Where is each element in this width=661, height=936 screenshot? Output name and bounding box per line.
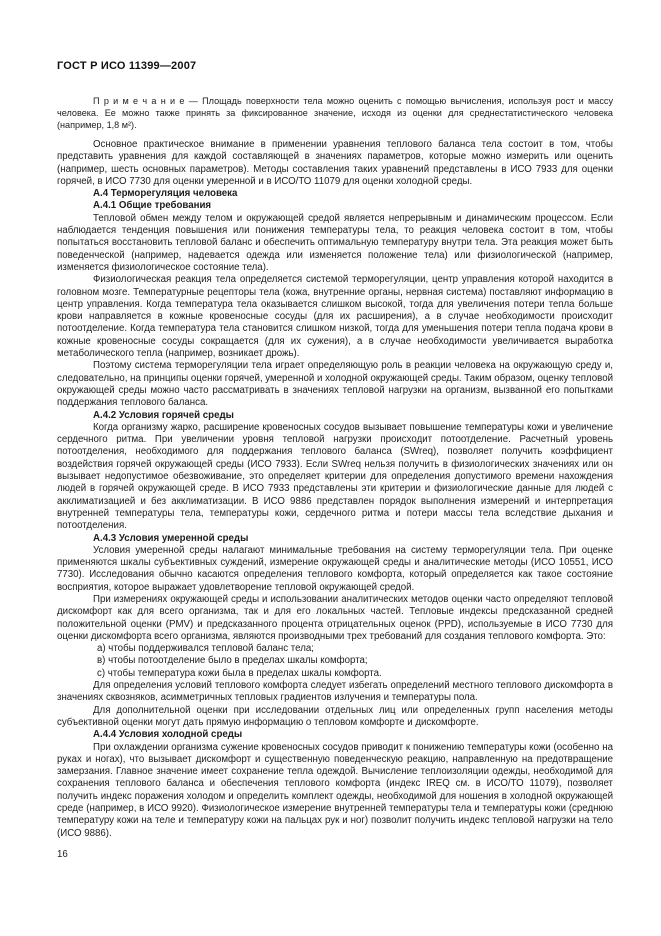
- paragraph: Основное практическое внимание в применении уравнения теплового баланса тела состоит в том, чтобы представить уравнения для каждой составляющей в значениях параметров, которые можно измерить или оценить (например, шесть основных параметров). Методы составления таких уравнений представлены в ИСО 7933 для оценки горячей, в ИСО 7730 для оценки умеренной и в ИСО/ТО 11079 для оценки холодной среды.: [57, 139, 613, 187]
- list-item: а) чтобы поддерживался тепловой баланс тела;: [97, 643, 314, 655]
- list-item: в) чтобы потоотделение было в пределах шкалы комфорта;: [97, 655, 368, 667]
- section-heading: А.4.1 Общие требования: [93, 200, 212, 212]
- paragraph: Для дополнительной оценки при исследовании отдельных лиц или определенных групп населения методы субъективной оценки могут дать прямую информацию о тепловом комфорте и дискомфорте.: [57, 704, 613, 728]
- paragraph: При охлаждении организма сужение кровеносных сосудов приводит к понижению температуры кожи (особенно на руках и ногах), что вызывает дискомфорт и существенную поведенческую реакцию, направленную на предотвращение замерзания. Главное значение имеет сохранение тепла одеждой. Вычисление теплоизоляции одежды, необходимой для сохранения теплового баланса и обеспечения теплового комфорта (индекс IREQ см. в ИСО/ТО 11079), позволяет получить индекс поражения холодом и определить комплект одежды, необходимой для ношения в холодной окружающей среде (например, в ИСО 9920). Физиологическое измерение внутренней температуры тела и температуры кожи (среднюю температуру кожи на теле и температуру кожи на пальцах рук и ног) позволит получить индекс тепловой нагрузки на тело (ИСО 9886).: [57, 741, 613, 839]
- paragraph: Физиологическая реакция тела определяется системой терморегуляции, центр управления которой находится в головном мозге. Температурные рецепторы тела (кожа, внутренние органы, нервная система) поставляют информацию в центр управления. Когда температура тела оказывается слишком высокой, тогда для увеличения потери тепла больше крови направляется в кожные кровеносные сосуды (для их расширения), а в случае необходимости происходит потоотделение. Когда температура тела становится слишком низкой, тогда для уменьшения потери тепла подача крови в кожные кровеносные сосуды сокращается (для их сужения), а в случае необходимости увеличивается выработка метаболического тепла (например, возникает дрожь).: [57, 274, 613, 360]
- standard-designation: ГОСТ Р ИСО 11399—2007: [57, 60, 197, 72]
- section-heading: А.4.2 Условия горячей среды: [93, 409, 234, 421]
- section-heading: А.4 Терморегуляция человека: [93, 188, 238, 200]
- paragraph: При измерениях окружающей среды и использовании аналитических методов оценки часто определяют тепловой дискомфорт как для всего организма, так и для его локальных частей. Тепловые индексы предсказанной средней положительной оценки (PMV) и предсказанного процента отрицательных оценок (PPD), используемые в ИСО 7730 для оценки дискомфорта всего организма, являются производными трех требований для создания теплового комфорта. Это:: [57, 593, 613, 642]
- paragraph: Поэтому система терморегуляции тела играет определяющую роль в реакции человека на окружающую среду и, следовательно, на принципы оценки горячей, умеренной и холодной окружающей среды. Таким образом, оценку тепловой окружающей среды можно часто рассматривать в значениях тепловой нагрузки на организм, вызванной его попытками поддержания теплового баланса.: [57, 360, 613, 409]
- document-body: [57, 95, 613, 840]
- paragraph: Условия умеренной среды налагают минимальные требования на систему терморегуляции тела. При оценке применяются шкалы субъективных суждений, измерение окружающей среды и аналитические методы (ИСО 10551, ИСО 7730). Исследования обычно касаются определения теплового комфорта, который определяется как такое состояние восприятия, которое выражает удовлетворение тепловой окружающей средой.: [57, 544, 613, 593]
- paragraph: Когда организму жарко, расширение кровеносных сосудов вызывает повышение температуры кожи и увеличение сердечного ритма. При увеличении уровня тепловой нагрузки происходит потоотделение. Расчетный уровень потоотделения, необходимого для поддержания теплового баланса (SWreq), позволяет получить коэффициент воздействия горячей окружающей среды (ИСО 7933). Если SWreq нельзя получить в физиологических значениях или он вызывает недопустимое обезвоживание, это определяет критерии для определения допустимого времени нахождения людей в горячей окружающей среде. В ИСО 7933 представлены эти критерии и физиологические данные для людей с акклиматизацией и без акклиматизации. В ИСО 9886 представлен порядок выполнения измерений и интерпретация внутренней температуры тела, температуры кожи, сердечного ритма и потери массы тела вследствие дыхания и потоотделения.: [57, 421, 613, 532]
- paragraph: Для определения условий теплового комфорта следует избегать определений местного теплового дискомфорта в значениях сквозняков, асимметричных тепловых градиентов излучения и температуры пола.: [57, 680, 613, 704]
- paragraph: Тепловой обмен между телом и окружающей средой является непрерывным и динамическим процессом. Если наблюдается тенденция повышения или понижения температуры тела, то реакция человека состоит в том, чтобы попытаться восстановить тепловой баланс и обеспечить оптимальную температуру внутри тела. Эта реакция может быть поведенческой (например, надевается одежда или изменяется положение тела) или физиологической (например, изменяется физиологическое состояние тела).: [57, 212, 613, 273]
- page-number: 16: [57, 849, 68, 860]
- section-heading: А.4.3 Условия умеренной среды: [93, 532, 249, 544]
- section-heading: А.4.4 Условия холодной среды: [93, 729, 243, 741]
- list-item: с) чтобы температура кожи была в пределах шкалы комфорта.: [97, 667, 382, 679]
- note: П р и м е ч а н и е — Площадь поверхности тела можно оценить с помощью вычисления, используя рост и массу человека. Ее можно также принять за фиксированное значение, исходя из оценки для среднестатистического человека (например, 1,8 м²).: [57, 96, 613, 130]
